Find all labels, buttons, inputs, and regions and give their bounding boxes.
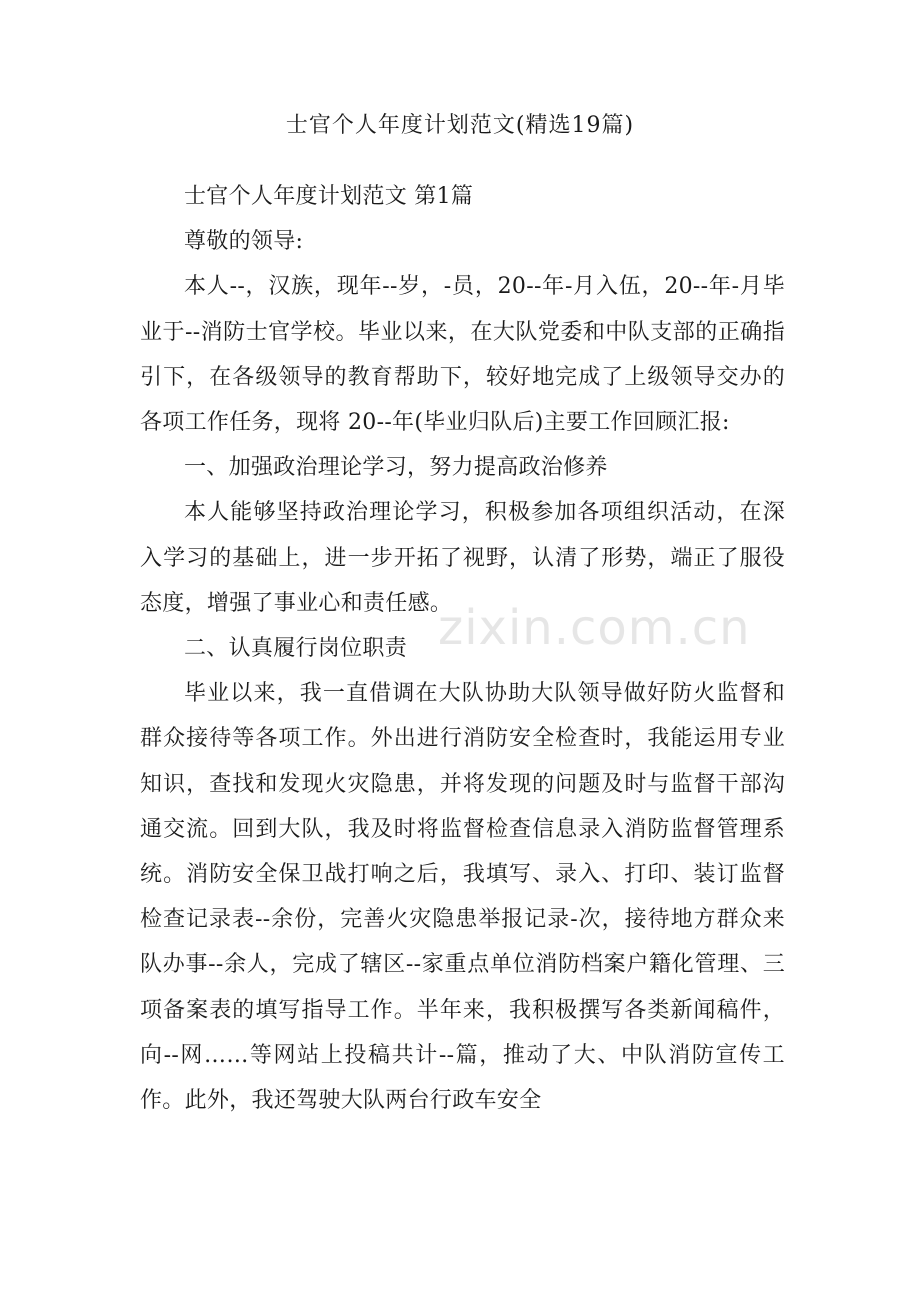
section-heading-duties: 二、认真履行岗位职责 (184, 636, 408, 662)
salutation: 尊敬的领导: (184, 229, 304, 255)
document-title: 士官个人年度计划范文(精选19篇) (285, 113, 635, 138)
watermark-logo: zixin.com.cn (438, 600, 751, 656)
paragraph-intro: 本人--，汉族，现年--岁，-员，20--年-月入伍，20--年-月毕业于--消防士官学校。毕业以来，在大队党委和中队支部的正确指引下，在各级领导的教育帮助下，较好地完成了上级领导交办的各项工作任务，现将 20--年(毕业归队后)主要工作回顾汇报: (140, 274, 785, 436)
paragraph-duties: 毕业以来，我一直借调在大队协助大队领导做好防火监督和群众接待等各项工作。外出进行消防安全检查时，我能运用专业知识，查找和发现火灾隐患，并将发现的问题及时与监督干部沟通交流。回到大队，我及时将监督检查信息录入消防监督管理系统。消防安全保卫战打响之后，我填写、录入、打印、装订监督检查记录表--余份，完善火灾隐患举报记录-次，接待地方群众来队办事--余人，完成了辖区--家重点单位消防档案户籍化管理、三项备案表的填写指导工作。半年来，我积极撰写各类新闻稿件，向--网……等网站上投稿共计--篇，推动了大、中队消防宣传工作。此外，我还驾驶大队两台行政车安全 (140, 681, 785, 1114)
paragraph-political-study: 本人能够坚持政治理论学习，积极参加各项组织活动，在深入学习的基础上，进一步开拓了视野，认清了形势，端正了服役态度，增强了事业心和责任感。 (140, 500, 785, 616)
document-body (140, 174, 785, 1123)
section-heading-chapter-1: 士官个人年度计划范文 第1篇 (184, 184, 474, 209)
section-heading-political-study: 一、加强政治理论学习，努力提高政治修养 (184, 455, 608, 481)
